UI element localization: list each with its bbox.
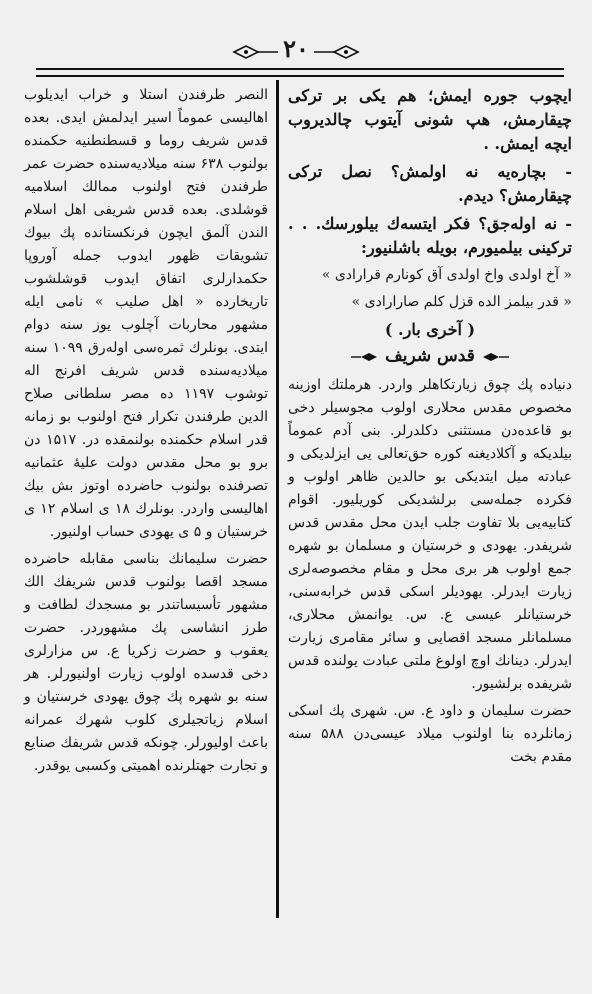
body-paragraph: دنیاده پك چوق زیارتکاهلر واردر. هرملتك اوزینه مخصوص مقدس محلاری اولوب مجوسیلر دخی بو قاعده‌دن مستثنی دکلدرلر. بنی آدم عموماً بیلدیکه و آکلادیغنه کوره حق‌تعالی یی ایزلدیکی و عبادته میل ایتدیکی بو حالدین ظاهر اولوب و فکرده جملەسی برلشدیکی کوریلیور. اقوام کتابیه‌یی بلا تفاوت جلب ایدن محل مقدس قدس شریفدر. یهودی و خرستیان و مسلمان بو شهره جمع اولوب هر بری محل و مقام مخصوصه‌لری زیارت ایدرلر. یهودیلر اسکی قدس خرابه‌سنی، خرستیانلر عیسی ع. س. یوانمش محلاری، مسلمانلر مسجد اقصایی و سائر مقامری زیارت ایدرلر. دینانك اوچ اولوغ ملتی عبادت یولنده قدس شریفده برلشیور. (288, 377, 572, 692)
column-divider (276, 80, 279, 918)
body-paragraph: حضرت سلیمانك بناسی مقابله حاضرده مسجد اقصا بولنوب قدس شریفك الك مشهور تأسیساتندر بو مسجدك لطافت و طرز انشاسی پك مشهوردر. حضرت یعقوب و حضرت زکریا ع. س مزارلری دخی قدسده اولوب زیارت اولنیورلر. هر سنه بو شهره پك چوق یهودی خرستیان و اسلام زیاتجیلری کلوب شهرك عمرانه باعث اولیورلر. چونکه قدس شریفك صنایع و تجارت جهتلرنده اهمیتی وکسبی یوقدر. (24, 551, 268, 774)
page-number: ۲۰ (283, 34, 309, 63)
right-column (288, 84, 572, 773)
bold-paragraph: - بچاره‌یه نه اولمش؟ نصل ترکی چیقارمش؟ دیدم. (288, 162, 572, 205)
bold-paragraph: - نه اوله‌جق؟ فکر ایتسه‌ك بیلورسك. . . ترکینی بیلمیورم، بویله باشلنیور: (288, 214, 572, 257)
section-title-text: قدس شریف (385, 346, 475, 366)
right-ornament-icon (312, 44, 360, 60)
page-header (0, 34, 592, 66)
poem-line: « قدر بیلمز الده قزل کلم صارارادی » (351, 294, 572, 310)
title-ornament-icon (481, 352, 511, 362)
bold-paragraph: ایچوب جوره ایمش؛ هم یکی بر ترکی چیقارمش، هپ شونی آیتوب چالدیروب ایچه ایمش. . (288, 86, 572, 153)
left-ornament-icon (232, 44, 280, 60)
title-ornament-icon (349, 352, 379, 362)
header-rule-second (36, 75, 564, 77)
left-column (24, 84, 268, 782)
body-paragraph: حضرت سلیمان و داود ع. س. شهری پك اسکی زمانلرده بنا اولنوب میلاد عیسی‌دن ۵۸۸ سنه مقدم بخت (288, 703, 572, 765)
poem-line: « آخ اولدی واخ اولدی آق کونارم قرارادی » (321, 267, 572, 283)
section-title (288, 345, 572, 368)
closing-note: ( آخری بار. ) (384, 320, 476, 339)
body-paragraph: النصر طرفندن استلا و خراب ایدیلوب اهالیسی عموماً اسیر ایدلمش ایدی. بعده قدس شریف روما و قسطنطنیه حکمنده بولنوب ۶۳۸ سنه میلادیه‌سنده حضرت عمر طرفندن فتح اولنوب ممالك اسلامیه قوشلدی. بعده قدس شریفی اهل اسلام الندن آلمق ایچون فرنکستانده پك بیوك تشویقات ظهور ایدوب جمله آوروپا حکمدارلری اتفاق ایدوب قوشلشوب تاریخارده « اهل صلیب » نامی ایله مشهور محاربات آچلوب یوز سنه دوام ایتدی. بونلرك ثمره‌سی اوله‌رق ۱۰۹۹ سنه میلادیه‌سنده قدس شریف افرنج اله توشوب ۱۱۹۷ ده مصر سلطانی صلاح الدین طرفندن تکرار فتح اولنوب بو زمانه قدر اسلام حکمنده بولنمقده در. ۱۵۱۷ دن برو بو محل مقدس دولت علیهٔ عثمانیه تصرفنده بولنوب حاضرده اوتوز بش بیك اهالیسی واردر. بونلرك ۱۸ ی اسلام ۱۲ ی خرستیان و ۵ ی یهودی حساب اولنیور. (24, 87, 268, 540)
header-rule (36, 68, 564, 70)
